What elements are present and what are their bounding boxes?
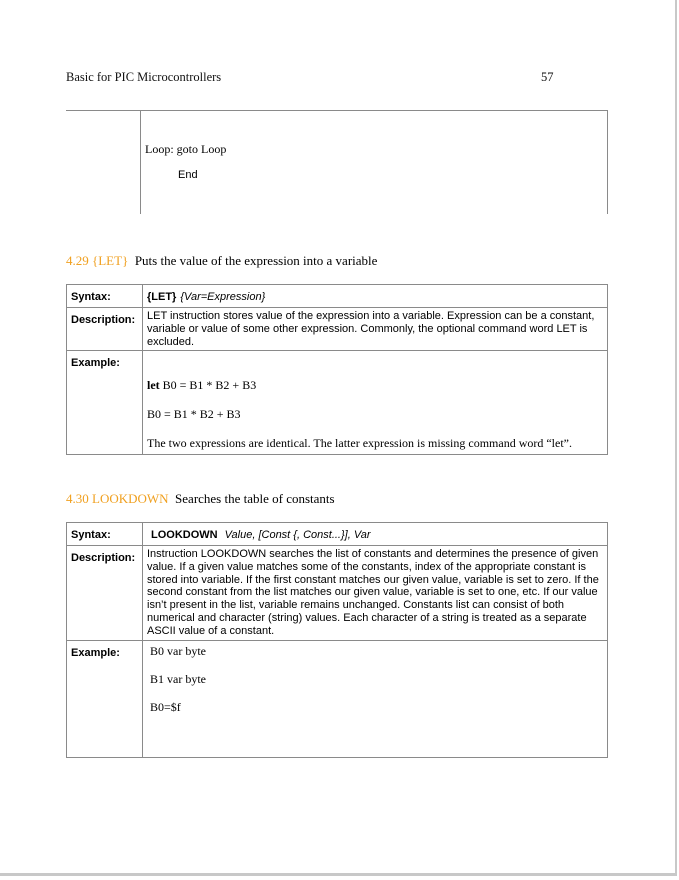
continuation-code-cell [141, 111, 608, 214]
example-note: The two expressions are identical. The latter expression is missing command word “let”. [147, 436, 572, 451]
code-line: Loop: goto Loop [145, 142, 227, 156]
example-line: B1 var byte [150, 671, 206, 686]
example-line [147, 378, 603, 393]
section-heading-let [66, 253, 377, 269]
example-cell [143, 640, 608, 757]
example-keyword: let [147, 378, 160, 393]
syntax-keyword: LOOKDOWN [151, 529, 218, 541]
syntax-keyword: {LET} [147, 291, 177, 303]
example-line: B0 var byte [150, 643, 206, 658]
example-label-cell [67, 640, 143, 757]
description-text: LET instruction stores value of the expression into a variable. Expression can be a constant, variable or value of some other expression. Commonly, the optional command word LET is excluded. [143, 308, 608, 351]
syntax-label: Syntax: [71, 291, 111, 303]
page-number: 57 [541, 70, 554, 84]
example-label-cell [67, 351, 143, 455]
syntax-label-cell [67, 285, 143, 308]
lookdown-table [66, 522, 608, 758]
continuation-label-cell [66, 111, 141, 214]
section-number: 4.30 LOOKDOWN [66, 491, 169, 506]
example-label: Example: [71, 357, 120, 370]
description-text: Instruction LOOKDOWN searches the list of constants and determines the presence of given value. If a given value matches some of the constants, index of the appropriate constant is stored into variable. If the first constant matches our given value, variable is set to zero. If the second constant from the list matches our given value, variable is set to one, etc. If our value isn’t present in the list, variable remains unchanged. Constants list can consist of both numerical and character (string) values. Each character of a string is treated as a separate ASCII value of a constant. [143, 546, 608, 641]
section-title: Puts the value of the expression into a variable [134, 253, 378, 268]
description-label: Description: [71, 314, 136, 326]
description-label: Description: [71, 552, 136, 564]
continuation-table [66, 110, 608, 214]
running-header-title: Basic for PIC Microcontrollers [66, 70, 222, 84]
description-label-cell [67, 308, 143, 351]
syntax-label: Syntax: [71, 529, 111, 541]
section-number: 4.29 {LET} [66, 253, 129, 268]
syntax-label-cell [67, 523, 143, 546]
example-line: B0 = B1 * B2 + B3 [147, 407, 241, 422]
description-label-cell [67, 546, 143, 641]
syntax-value-cell [143, 523, 608, 546]
section-title: Searches the table of constants [175, 491, 335, 506]
example-cell [143, 351, 608, 455]
syntax-args: Value, [Const {, Const...}], Var [224, 529, 371, 541]
code-line: End [178, 169, 198, 181]
syntax-value-cell [143, 285, 608, 308]
example-label: Example: [71, 646, 120, 659]
syntax-args: {Var=Expression} [180, 291, 266, 303]
let-table [66, 284, 608, 455]
section-heading-lookdown [66, 491, 335, 507]
example-line: B0=$f [150, 699, 181, 714]
example-expression: B0 = B1 * B2 + B3 [162, 378, 257, 393]
